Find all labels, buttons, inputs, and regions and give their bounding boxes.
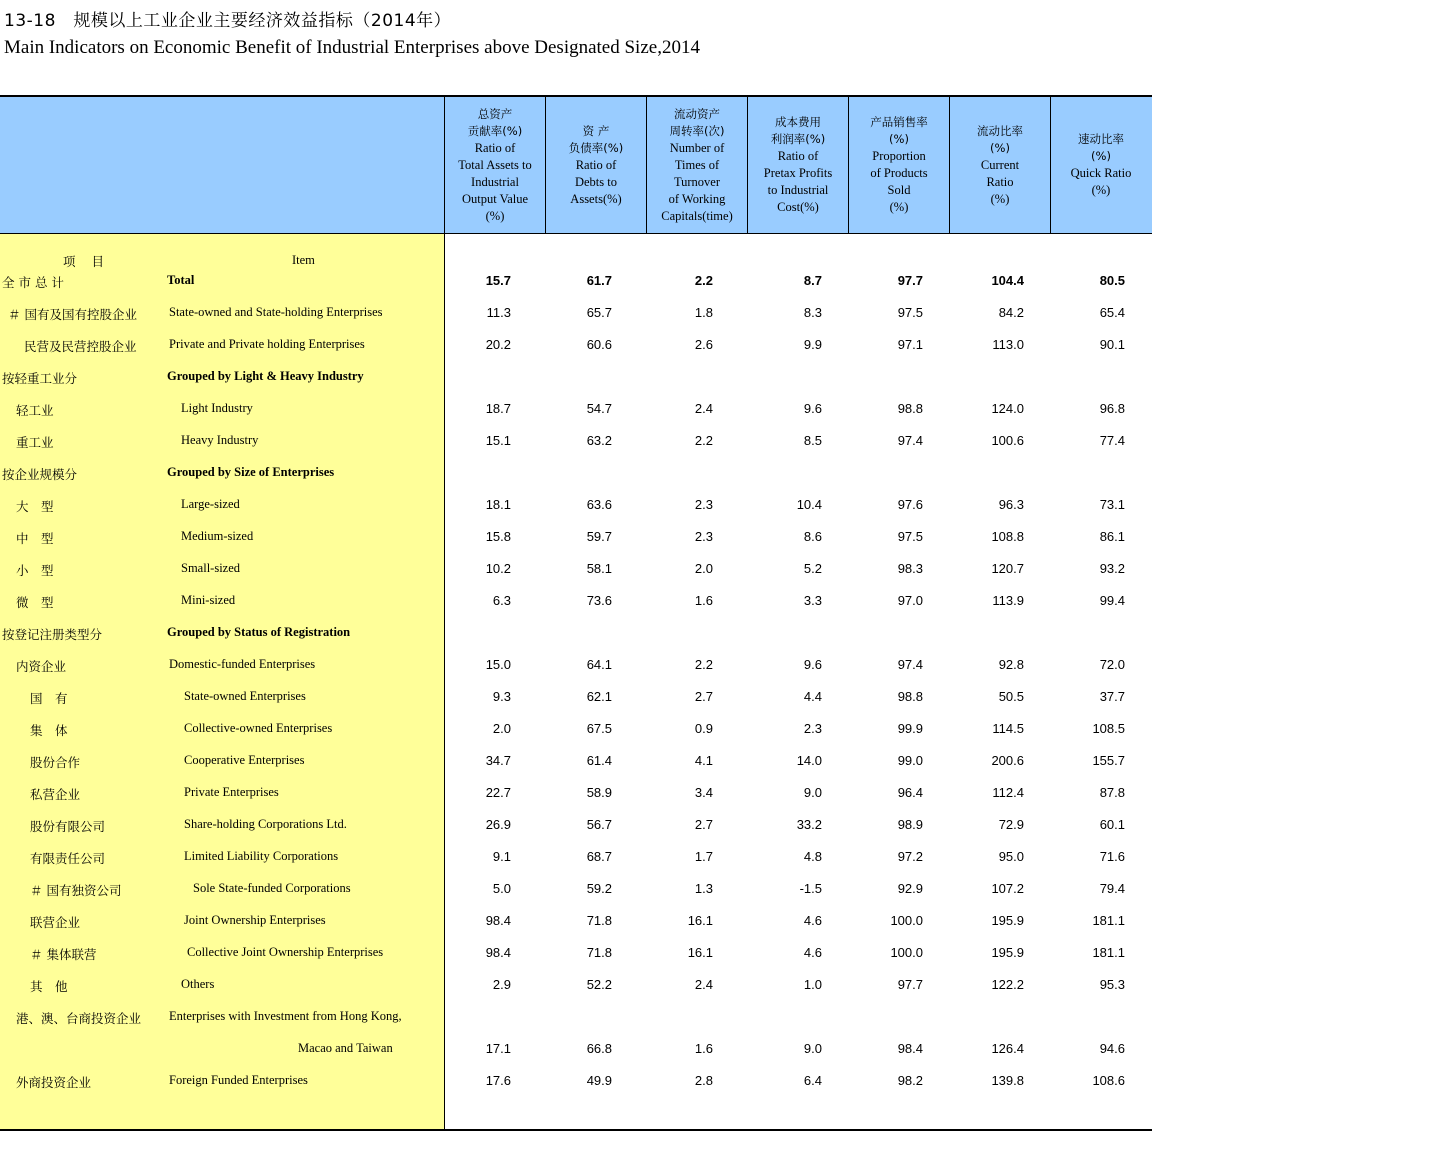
value-cell: 98.2	[897, 1073, 923, 1088]
value-cell: 15.0	[485, 657, 511, 672]
value-cell: 10.2	[485, 561, 511, 576]
value-cell: 72.9	[998, 817, 1024, 832]
value-cell: 77.4	[1099, 433, 1125, 448]
value-cell: 58.9	[586, 785, 612, 800]
value-cell: 195.9	[991, 945, 1024, 960]
value-cell: 113.9	[992, 593, 1024, 608]
table-row	[0, 1001, 1152, 1033]
value-cell: 16.1	[687, 945, 713, 960]
row-label-cn: 全 市 总 计	[2, 275, 64, 290]
row-label-cn: 中 型	[16, 531, 54, 546]
value-cell: 17.1	[485, 1041, 511, 1056]
row-label-en: Medium-sized	[181, 529, 254, 543]
table-row	[0, 681, 1152, 713]
column-header-en: Ratio of Debts to Assets(%)	[570, 157, 622, 206]
value-cell: 34.7	[485, 753, 511, 768]
header-item-en: Item	[292, 253, 315, 267]
value-cell: 3.3	[803, 593, 822, 608]
row-label-cn: 港、澳、台商投资企业	[16, 1011, 142, 1026]
value-cell: 92.8	[998, 657, 1024, 672]
value-cell: 122.2	[991, 977, 1024, 992]
row-label-cn: 股份合作	[30, 755, 81, 770]
value-cell: 2.4	[694, 977, 713, 992]
value-cell: 2.2	[694, 657, 713, 672]
value-cell: 58.1	[586, 561, 612, 576]
column-header-en: Quick Ratio (%)	[1070, 166, 1132, 197]
value-cell: 99.0	[897, 753, 923, 768]
table-title-cn: 13-18 规模以上工业企业主要经济效益指标（2014年）	[4, 11, 452, 31]
table-row	[0, 937, 1152, 969]
row-label-cn: ＃ 国有及国有控股企业	[8, 307, 137, 322]
table-row	[0, 809, 1152, 841]
value-cell: 71.8	[586, 945, 612, 960]
row-label-en: Foreign Funded Enterprises	[169, 1073, 308, 1087]
value-cell: 90.1	[1099, 337, 1125, 352]
value-cell: 6.4	[803, 1073, 822, 1088]
row-label-en: Cooperative Enterprises	[184, 753, 305, 767]
column-header-cn: 产品销售率 (%)	[870, 115, 928, 146]
column-header-cn: 总资产 贡献率(%)	[467, 106, 523, 138]
value-cell: 2.4	[694, 401, 713, 416]
value-cell: 73.1	[1099, 497, 1125, 512]
value-cell: 100.0	[890, 945, 923, 960]
row-label-en: State-owned and State-holding Enterprises	[169, 305, 383, 319]
table-body	[0, 265, 1152, 1097]
table-row	[0, 841, 1152, 873]
value-cell: 80.5	[1099, 273, 1125, 288]
column-header-en: Ratio of Total Assets to Industrial Output Value (%)	[458, 140, 532, 223]
row-label-cn: 集 体	[30, 723, 68, 738]
value-cell: 15.7	[485, 273, 511, 288]
row-label-en: Small-sized	[181, 561, 241, 575]
column-header-en: Proportion of Products Sold (%)	[870, 149, 928, 214]
table-row	[0, 553, 1152, 585]
value-cell: 98.8	[897, 401, 923, 416]
row-label-en: Grouped by Status of Registration	[167, 625, 351, 639]
value-cell: 98.4	[485, 945, 511, 960]
table-row	[0, 361, 1152, 393]
value-cell: 108.5	[1092, 721, 1125, 736]
table-row	[0, 1065, 1152, 1097]
value-cell: 3.4	[694, 785, 713, 800]
value-cell: 2.6	[694, 337, 713, 352]
column-header-cn: 速动比率 (%)	[1077, 132, 1124, 163]
value-cell: 15.1	[485, 433, 511, 448]
value-cell: 59.7	[586, 529, 612, 544]
table-row	[0, 265, 1152, 297]
row-label-cn: 小 型	[16, 563, 54, 578]
value-cell: 49.9	[586, 1073, 612, 1088]
value-cell: 2.3	[694, 529, 713, 544]
table-row	[0, 297, 1152, 329]
value-cell: 124.0	[991, 401, 1024, 416]
table-row	[0, 777, 1152, 809]
row-label-en: Large-sized	[181, 497, 240, 511]
column-header	[1051, 97, 1151, 233]
row-label-cn: 股份有限公司	[30, 819, 106, 834]
value-cell: 61.7	[586, 273, 612, 288]
value-cell: 17.6	[485, 1073, 511, 1088]
value-cell: 9.0	[803, 785, 822, 800]
row-label-cn: 内资企业	[16, 659, 67, 674]
column-header-cn: 流动资产 周转率(次)	[669, 106, 725, 138]
value-cell: -1.5	[799, 881, 822, 896]
value-cell: 4.8	[803, 849, 822, 864]
value-cell: 108.6	[1092, 1073, 1125, 1088]
value-cell: 107.2	[991, 881, 1024, 896]
row-label-cn: 有限责任公司	[30, 851, 106, 866]
value-cell: 97.0	[897, 593, 923, 608]
value-cell: 9.3	[492, 689, 511, 704]
value-cell: 2.9	[492, 977, 511, 992]
table-row	[0, 905, 1152, 937]
column-header	[546, 97, 646, 233]
value-cell: 8.3	[803, 305, 822, 320]
row-label-cn: 轻工业	[16, 403, 54, 418]
value-cell: 2.0	[694, 561, 713, 576]
table-row	[0, 745, 1152, 777]
value-cell: 139.8	[991, 1073, 1024, 1088]
value-cell: 14.0	[796, 753, 822, 768]
table-row	[0, 617, 1152, 649]
row-label-cn: 按轻重工业分	[2, 371, 78, 386]
row-label-cn: 私营企业	[30, 787, 81, 802]
value-cell: 112.4	[992, 785, 1024, 800]
value-cell: 100.6	[991, 433, 1024, 448]
value-cell: 71.8	[586, 913, 612, 928]
value-cell: 120.7	[991, 561, 1024, 576]
value-cell: 113.0	[992, 337, 1024, 352]
value-cell: 9.0	[803, 1041, 822, 1056]
value-cell: 2.2	[694, 273, 713, 288]
value-cell: 114.5	[992, 721, 1024, 736]
value-cell: 87.8	[1099, 785, 1125, 800]
value-cell: 98.3	[897, 561, 923, 576]
value-cell: 6.3	[492, 593, 511, 608]
column-header	[950, 97, 1050, 233]
row-label-en: Collective Joint Ownership Enterprises	[187, 945, 384, 959]
value-cell: 2.7	[694, 689, 713, 704]
table-row	[0, 521, 1152, 553]
value-cell: 8.5	[803, 433, 822, 448]
value-cell: 97.5	[897, 529, 923, 544]
value-cell: 62.1	[586, 689, 612, 704]
column-header-en: Number of Times of Turnover of Working Capitals(time)	[661, 140, 733, 223]
row-label-en: State-owned Enterprises	[184, 689, 306, 703]
row-label-en: Macao and Taiwan	[298, 1041, 393, 1055]
value-cell: 97.1	[897, 337, 923, 352]
table-row	[0, 393, 1152, 425]
value-cell: 59.2	[586, 881, 612, 896]
value-cell: 5.0	[492, 881, 511, 896]
value-cell: 99.4	[1099, 593, 1125, 608]
value-cell: 99.9	[897, 721, 923, 736]
value-cell: 33.2	[796, 817, 822, 832]
value-cell: 98.8	[897, 689, 923, 704]
value-cell: 50.5	[998, 689, 1024, 704]
value-cell: 92.9	[897, 881, 923, 896]
value-cell: 94.6	[1099, 1041, 1125, 1056]
value-cell: 108.8	[991, 529, 1024, 544]
value-cell: 66.8	[586, 1041, 612, 1056]
value-cell: 54.7	[586, 401, 612, 416]
value-cell: 2.2	[694, 433, 713, 448]
value-cell: 95.0	[998, 849, 1024, 864]
column-header-cn: 资 产 负债率(%)	[568, 123, 624, 155]
row-label-en: Mini-sized	[181, 593, 236, 607]
column-header-cn: 流动比率 (%)	[977, 123, 1023, 155]
value-cell: 65.7	[586, 305, 612, 320]
value-cell: 2.3	[694, 497, 713, 512]
value-cell: 97.2	[897, 849, 923, 864]
header-item-cn: 项 目	[63, 254, 110, 269]
value-cell: 2.3	[803, 721, 822, 736]
row-label-en: Domestic-funded Enterprises	[169, 657, 316, 671]
row-label-en: Grouped by Light & Heavy Industry	[167, 369, 364, 383]
value-cell: 1.3	[694, 881, 713, 896]
row-label-cn: 国 有	[30, 691, 68, 706]
value-cell: 18.1	[485, 497, 511, 512]
row-label-en: Enterprises with Investment from Hong Kong,	[169, 1009, 402, 1023]
row-label-cn: 联营企业	[30, 915, 81, 930]
row-label-cn: ＃ 国有独资公司	[30, 883, 122, 898]
row-label-en: Private and Private holding Enterprises	[169, 337, 365, 351]
table-row	[0, 425, 1152, 457]
value-cell: 4.6	[803, 913, 822, 928]
value-cell: 26.9	[485, 817, 511, 832]
row-label-cn: 外商投资企业	[16, 1075, 92, 1090]
table-row	[0, 457, 1152, 489]
value-cell: 1.7	[694, 849, 713, 864]
value-cell: 195.9	[991, 913, 1024, 928]
value-cell: 1.6	[694, 593, 713, 608]
column-header-en: Ratio of Pretax Profits to Industrial Cost(%)	[763, 149, 833, 214]
value-cell: 64.1	[586, 657, 612, 672]
value-cell: 1.8	[694, 305, 713, 320]
value-cell: 60.1	[1099, 817, 1125, 832]
value-cell: 100.0	[890, 913, 923, 928]
value-cell: 2.7	[694, 817, 713, 832]
value-cell: 97.4	[897, 657, 923, 672]
column-header	[849, 97, 949, 233]
column-header	[647, 97, 747, 233]
table-row	[0, 329, 1152, 361]
value-cell: 97.5	[897, 305, 923, 320]
value-cell: 2.8	[694, 1073, 713, 1088]
value-cell: 10.4	[796, 497, 822, 512]
row-label-en: Joint Ownership Enterprises	[184, 913, 326, 927]
value-cell: 18.7	[485, 401, 511, 416]
value-cell: 95.3	[1099, 977, 1125, 992]
column-header	[445, 97, 545, 233]
row-label-en: Others	[181, 977, 215, 991]
value-cell: 97.4	[897, 433, 923, 448]
value-cell: 98.9	[897, 817, 923, 832]
table-row	[0, 873, 1152, 905]
row-label-en: Light Industry	[181, 401, 253, 415]
row-label-cn: ＃ 集体联营	[30, 947, 97, 962]
value-cell: 63.6	[586, 497, 612, 512]
row-label-en: Share-holding Corporations Ltd.	[184, 817, 347, 831]
row-label-en: Total	[167, 273, 195, 287]
row-label-cn: 重工业	[16, 435, 54, 450]
row-label-en: Sole State-funded Corporations	[193, 881, 351, 895]
value-cell: 4.6	[803, 945, 822, 960]
table-row	[0, 585, 1152, 617]
value-cell: 72.0	[1099, 657, 1125, 672]
value-cell: 71.6	[1099, 849, 1125, 864]
table-row	[0, 649, 1152, 681]
row-label-cn: 微 型	[16, 595, 54, 610]
value-cell: 16.1	[687, 913, 713, 928]
value-cell: 63.2	[586, 433, 612, 448]
value-cell: 52.2	[586, 977, 612, 992]
column-header-cn: 成本费用 利润率(%)	[770, 115, 826, 146]
value-cell: 181.1	[1092, 945, 1125, 960]
value-cell: 2.0	[492, 721, 511, 736]
value-cell: 84.2	[998, 305, 1024, 320]
value-cell: 73.6	[586, 593, 612, 608]
value-cell: 11.3	[486, 305, 511, 320]
value-cell: 68.7	[586, 849, 612, 864]
value-cell: 97.6	[897, 497, 923, 512]
row-label-cn: 民营及民营控股企业	[24, 339, 137, 354]
value-cell: 0.9	[694, 721, 713, 736]
value-cell: 9.6	[803, 401, 822, 416]
value-cell: 8.7	[803, 273, 822, 288]
value-cell: 104.4	[991, 273, 1024, 288]
value-cell: 5.2	[803, 561, 822, 576]
value-cell: 96.3	[998, 497, 1024, 512]
table-row	[0, 713, 1152, 745]
value-cell: 61.4	[586, 753, 612, 768]
value-cell: 93.2	[1099, 561, 1125, 576]
value-cell: 96.4	[897, 785, 923, 800]
value-cell: 65.4	[1099, 305, 1125, 320]
row-label-en: Heavy Industry	[181, 433, 259, 447]
value-cell: 1.0	[803, 977, 822, 992]
value-cell: 60.6	[586, 337, 612, 352]
value-cell: 200.6	[991, 753, 1024, 768]
value-cell: 67.5	[586, 721, 612, 736]
value-cell: 79.4	[1099, 881, 1125, 896]
value-cell: 155.7	[1092, 753, 1125, 768]
table-row	[0, 969, 1152, 1001]
row-label-en: Private Enterprises	[184, 785, 279, 799]
value-cell: 9.6	[803, 657, 822, 672]
column-header-en: Current Ratio (%)	[980, 157, 1020, 206]
table-row	[0, 1033, 1152, 1065]
value-cell: 22.7	[485, 785, 511, 800]
row-label-en: Limited Liability Corporations	[184, 849, 339, 863]
value-cell: 15.8	[485, 529, 511, 544]
value-cell: 20.2	[485, 337, 511, 352]
row-label-cn: 其 他	[30, 979, 68, 994]
value-cell: 9.1	[492, 849, 511, 864]
value-cell: 181.1	[1092, 913, 1125, 928]
value-cell: 86.1	[1099, 529, 1125, 544]
row-label-en: Collective-owned Enterprises	[184, 721, 333, 735]
value-cell: 126.4	[991, 1041, 1024, 1056]
column-header	[748, 97, 848, 233]
value-cell: 1.6	[694, 1041, 713, 1056]
row-label-cn: 按企业规模分	[2, 467, 78, 482]
value-cell: 4.1	[694, 753, 713, 768]
value-cell: 98.4	[485, 913, 511, 928]
row-label-cn: 大 型	[16, 499, 54, 514]
value-cell: 4.4	[803, 689, 822, 704]
value-cell: 98.4	[897, 1041, 923, 1056]
value-cell: 97.7	[897, 977, 923, 992]
row-label-cn: 按登记注册类型分	[2, 627, 103, 642]
row-label-en: Grouped by Size of Enterprises	[167, 465, 335, 479]
table-title-en: Main Indicators on Economic Benefit of Industrial Enterprises above Designated Size,2014	[4, 37, 700, 58]
value-cell: 8.6	[803, 529, 822, 544]
value-cell: 96.8	[1099, 401, 1125, 416]
value-cell: 97.7	[897, 273, 923, 288]
table-row	[0, 489, 1152, 521]
value-cell: 9.9	[803, 337, 822, 352]
value-cell: 56.7	[586, 817, 612, 832]
value-cell: 37.7	[1099, 689, 1125, 704]
